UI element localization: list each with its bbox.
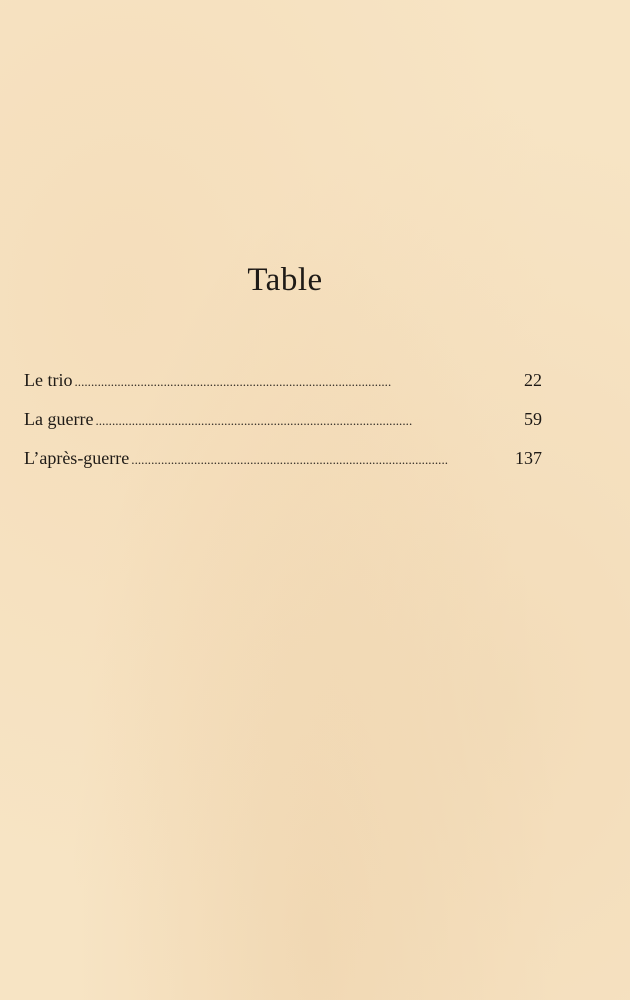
toc-entry <box>24 370 542 409</box>
toc-entry <box>24 409 542 448</box>
dot-leader <box>74 374 500 390</box>
page-title: Table <box>247 262 323 298</box>
dot-leader <box>95 413 500 429</box>
toc-entry-label: L’après-guerre <box>24 448 130 468</box>
toc-entry <box>24 448 542 487</box>
toc-entry-label: La guerre <box>24 409 94 429</box>
toc-entry-label: Le trio <box>24 370 73 390</box>
table-of-contents <box>24 370 542 487</box>
toc-entry-page: 22 <box>524 370 542 390</box>
toc-entry-page: 59 <box>524 409 542 429</box>
toc-entry-page: 137 <box>515 448 542 468</box>
dot-leader <box>131 452 500 468</box>
